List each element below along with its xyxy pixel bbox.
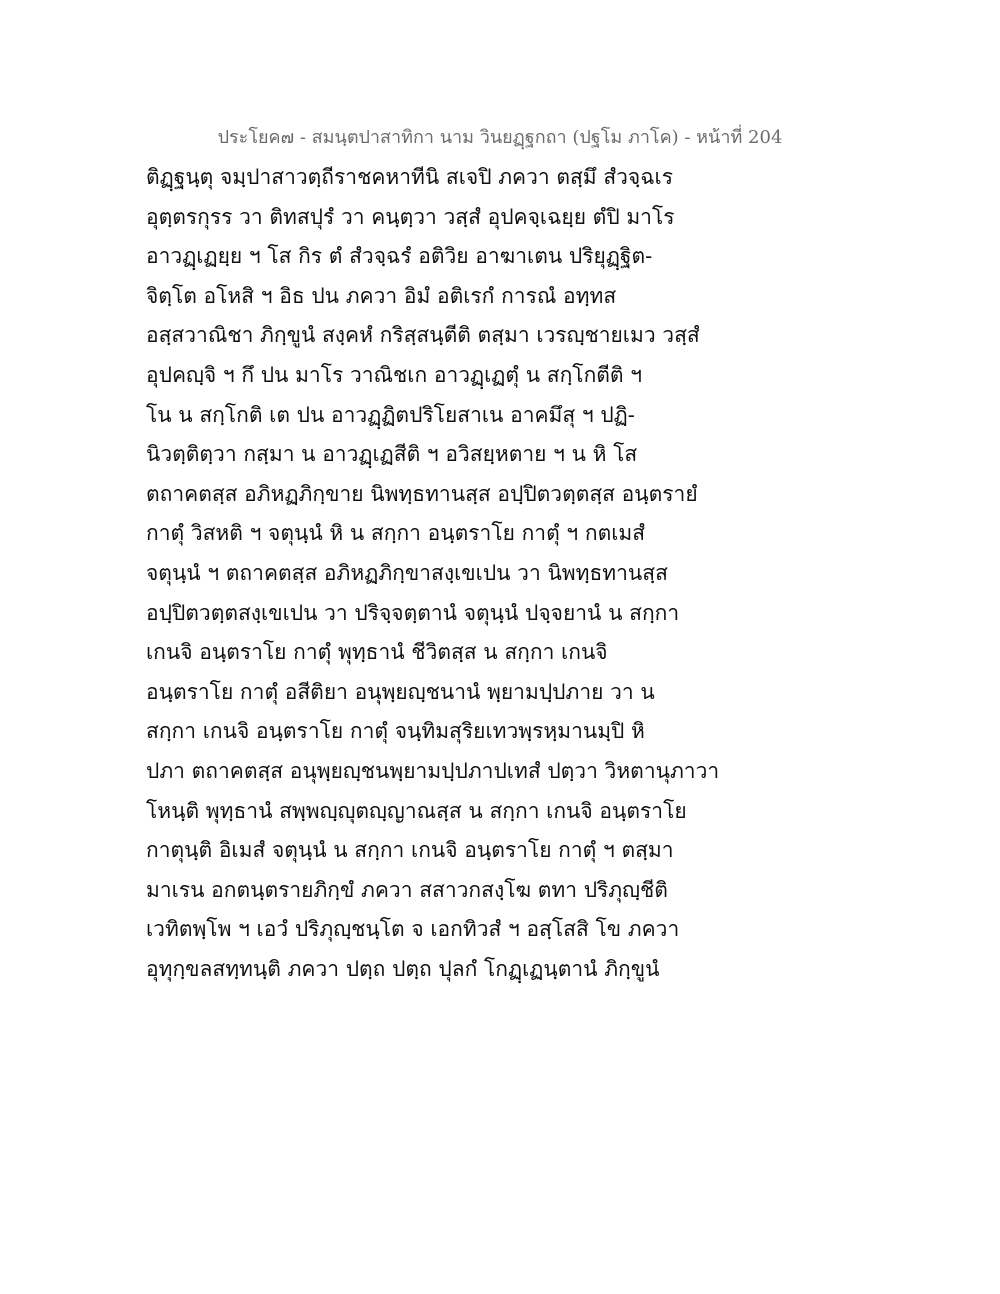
text-line: อาวฏฺเฏยฺย ฯ โส กิร ตํ สํวจฺฉรํ อติวิย อาฆาเตน ปริยุฏฺฐิต- bbox=[146, 244, 653, 269]
text-line: อุทุกฺขลสทฺทนฺติ ภควา ปตฺถ ปตฺถ ปุลกํ โกฏฺเฏนฺตานํ ภิกฺขูนํ bbox=[146, 956, 660, 981]
text-line: เวทิตพฺโพ ฯ เอวํ ปริภุญฺชนฺโต จ เอกทิวสํ ฯ อสฺโสสิ โข ภควา bbox=[146, 917, 680, 942]
text-line: โน น สกฺโกติ เต ปน อาวฏฺฏิตปริโยสาเน อาคมึสุ ฯ ปฏิ- bbox=[146, 402, 635, 427]
text-line: เกนจิ อนฺตราโย กาตุํ พุทฺธานํ ชีวิตสฺส น สกฺกา เกนจิ bbox=[146, 640, 608, 665]
text-line: อสฺสวาณิชา ภิกฺขูนํ สงฺคหํ กริสฺสนฺตีติ ตสฺมา เวรญฺชายเมว วสฺสํ bbox=[146, 323, 700, 348]
text-line: กาตุนฺติ อิเมสํ จตุนฺนํ น สกฺกา เกนจิ อนฺตราโย กาตุํ ฯ ตสฺมา bbox=[146, 838, 674, 863]
text-line: ติฏฺฐนฺตุ จมฺปาสาวตฺถีราชคหาทีนิ สเจปิ ภควา ตสฺมึ สํวจฺฉเร bbox=[146, 165, 673, 189]
text-line: ตถาคตสฺส อภิหฏภิกฺขาย นิพทฺธทานสฺส อปฺปิตวตฺตสฺส อนฺตรายํ bbox=[146, 481, 698, 506]
text-line: มาเรน อกตนฺตรายภิกฺขํ ภควา สสาวกสงฺโฆ ตทา ปริภุญฺชีติ bbox=[146, 877, 668, 902]
text-line: จตุนฺนํ ฯ ตถาคตสฺส อภิหฏภิกฺขาสงฺเขเปน วา นิพทฺธทานสฺส bbox=[146, 560, 668, 585]
text-line: อนฺตราโย กาตุํ อสีติยา อนุพฺยญฺชนานํ พฺยามปฺปภาย วา น bbox=[146, 679, 655, 704]
text-line: กาตุํ วิสหติ ฯ จตุนฺนํ หิ น สกฺกา อนฺตราโย กาตุํ ฯ กตเมสํ bbox=[146, 521, 646, 546]
text-line: สกฺกา เกนจิ อนฺตราโย กาตุํ จนฺทิมสุริยเทวพฺรหฺมานมฺปิ หิ bbox=[146, 719, 645, 744]
body-text bbox=[146, 158, 846, 989]
text-line: โหนฺติ พุทฺธานํ สพฺพญฺญุตญฺญาณสฺส น สกฺกา เกนจิ อนฺตราโย bbox=[146, 798, 687, 823]
text-line: อปฺปิตวตฺตสงฺเขเปน วา ปริจฺจตฺตานํ จตุนฺนํ ปจฺจยานํ น สกฺกา bbox=[146, 600, 680, 625]
text-line: ปภา ตถาคตสฺส อนุพฺยญฺชนพฺยามปฺปภาปเทสํ ปตฺวา วิหตานุภาวา bbox=[146, 758, 720, 783]
text-line: จิตฺโต อโหสิ ฯ อิธ ปน ภควา อิมํ อติเรกํ การณํ อทฺทส bbox=[146, 283, 617, 308]
text-line: อุตฺตรกุรร วา ติทสปุรํ วา คนฺตฺวา วสฺสํ อุปคจฺเฉยฺย ตํปิ มาโร bbox=[146, 204, 675, 229]
text-line: นิวตฺติตฺวา กสฺมา น อาวฏฺเฏสีติ ฯ อวิสยฺหตาย ฯ น หิ โส bbox=[146, 442, 638, 467]
text-line: อุปคญฺจิ ฯ กึ ปน มาโร วาณิชเก อาวฏฺเฏตุํ น สกฺโกตีติ ฯ bbox=[146, 362, 643, 387]
page-header: ประโยค๗ - สมนฺตปาสาทิกา นาม วินยฏฺฐกถา (ปฐโม ภาโค) - หน้าที่ 204 bbox=[217, 127, 783, 148]
